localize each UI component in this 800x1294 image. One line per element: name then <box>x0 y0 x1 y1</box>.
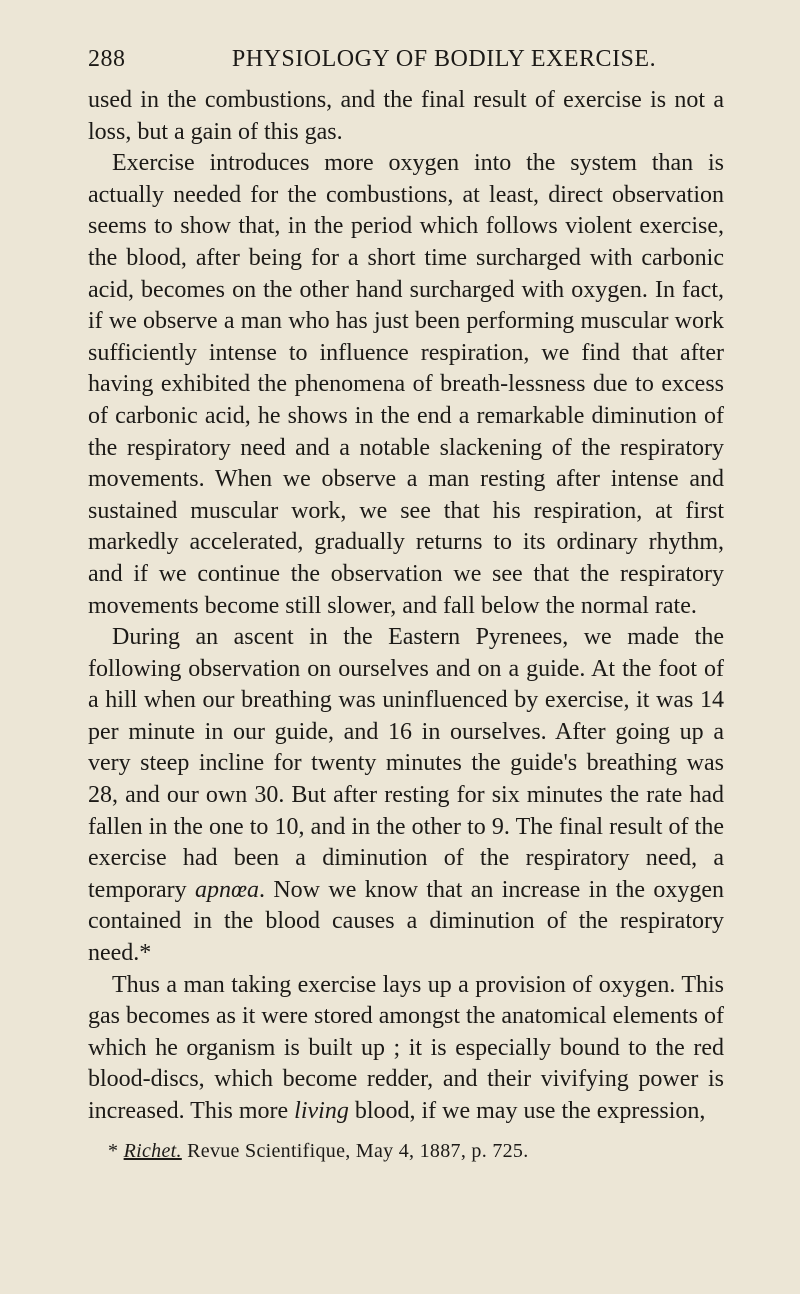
italic-run: apnœa <box>194 876 259 903</box>
paragraph <box>88 622 724 970</box>
paragraph <box>88 970 724 1128</box>
running-head <box>88 46 724 73</box>
paragraph <box>88 148 724 622</box>
running-title: PHYSIOLOGY OF BODILY EXERCISE. <box>231 46 657 72</box>
footnote-citation: Revue Scientifique, May 4, 1887, p. 725. <box>187 1139 529 1162</box>
footnote-marker: * <box>108 1139 119 1162</box>
text-run: blood, if we may use the expression, <box>348 1098 706 1124</box>
page-number: 288 <box>88 46 126 72</box>
text-run: used in the combustions, and the final result of exercise is not a loss, but a gain of this gas. <box>88 87 724 145</box>
text-run: Thus a man taking exercise lays up a provision of oxygen. This gas becomes as it were stored amongst the anatomical elements of which he organism is built up ; it is especially bound to the red blood-discs, which become redder, and their vivifying power is increased. This more <box>88 971 724 1124</box>
paragraph <box>88 85 724 148</box>
footnote-author: Richet. <box>123 1139 182 1162</box>
body-text <box>88 85 724 1128</box>
text-run: Exercise introduces more oxygen into the system than is actually needed for the combustions, at least, direct observation seems to show that, in the period which follows violent exercise, the blood, after being for a short time surcharged with carbonic acid, becomes on the other hand surcharged with oxygen. In fact, if we observe a man who has just been performing muscular work sufficiently intense to influence respiration, we find that after having exhibited the phenomena of breath-lessness due to excess of carbonic acid, he shows in the end a remarkable diminution of the respiratory need and a notable slackening of the respiratory movements. When we observe a man resting after intense and sustained muscular work, we see that his respiration, at first markedly accelerated, gradually returns to its ordinary rhythm, and if we continue the observation we see that the respiratory movements become still slower, and fall below the normal rate. <box>88 150 724 619</box>
text-run: . Now we know that an increase in the oxygen contained in the blood causes a diminution of the respiratory need.* <box>88 876 725 967</box>
text-run: During an ascent in the Eastern Pyrenees, we made the following observation on ourselves and on a guide. At the foot of a hill when our breathing was uninfluenced by exercise, it was 14 per minute in our guide, and 16 in ourselves. After going up a very steep incline for twenty minutes the guide's breathing was 28, and our own 30. But after resting for six minutes the rate had fallen in the one to 10, and in the other to 9. The final result of the exercise had been a diminution of the respiratory need, a temporary <box>88 624 724 903</box>
footnote <box>88 1140 724 1163</box>
italic-run: living <box>294 1098 349 1124</box>
book-page <box>88 46 724 1163</box>
